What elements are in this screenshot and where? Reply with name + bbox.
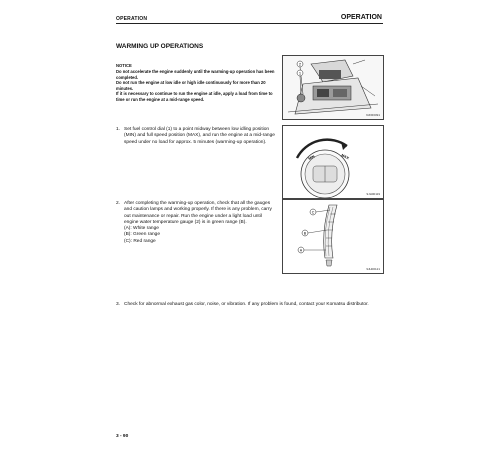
step-3 [116,302,382,308]
water-temp-gauge-figure [282,199,384,274]
notice-line: Do not accelerate the engine suddenly until the warming-up operation has been completed. [116,69,275,80]
gauge-label-b: B [303,231,307,236]
page-number: 3 - 90 [116,434,129,439]
cab-panel-figure [282,55,384,120]
dial-max-label: MAX [340,153,350,161]
fuel-dial-figure [282,125,384,199]
step-number: 2. [116,201,121,206]
step-text-body: After completing the warming-up operation, check that all the gauges and caution lamps and working properly. If there is any problem, carry out maintenance or repair. Run the engine under a light load until engine water temperature gauge (2) is in green range (B). [124,201,272,225]
header-rule [116,23,383,24]
fuel-dial-illustration [283,126,383,198]
range-item: (C): Red range [124,238,156,244]
notice-box [116,63,276,103]
gauge-label-c: C [311,210,315,215]
section-title: WARMING UP OPERATIONS [116,43,204,50]
gauge-label-a: A [299,248,303,253]
step-1 [116,127,276,146]
callout-2: 2 [298,61,302,67]
notice-line: Do not run the engine at low idle or high idle continuously for more than 20 minutes. [116,80,266,91]
figure-code: 9JFR0091 [366,113,380,117]
step-text: Set fuel control dial (1) to a point midway between low idling position (MIN) and full speed position (MAX), and run the engine at a mid-range speed under no load for approx. 5 minutes (warming-up operation). [124,127,275,145]
step-2 [116,201,276,245]
range-item: (A): White range [124,226,159,232]
notice-line: If it is necessary to continue to run the engine at idle, apply a load from time to time or run the engine at a mid-range speed. [116,91,273,103]
figure-code: 9JH00121 [366,267,380,271]
figure-code: 9JH00119 [366,192,380,196]
water-temp-gauge-illustration [283,200,383,273]
thermometer-icon [326,260,332,266]
step-text: Check for abnormal exhaust gas color, noise, or vibration. If any problem is found, contact your Komatsu distributor. [124,302,369,307]
cab-panel-illustration [283,56,383,119]
notice-title: NOTICE [116,63,132,68]
step-text [124,201,276,245]
range-item: (B): Green range [124,232,160,238]
header-right-label: OPERATION [340,14,382,21]
callout-1: 1 [298,70,302,76]
step-number: 3. [116,302,121,307]
step-number: 1. [116,127,121,132]
dial-min-label: MIN [307,154,316,161]
header-left-label: OPERATION [116,16,148,22]
